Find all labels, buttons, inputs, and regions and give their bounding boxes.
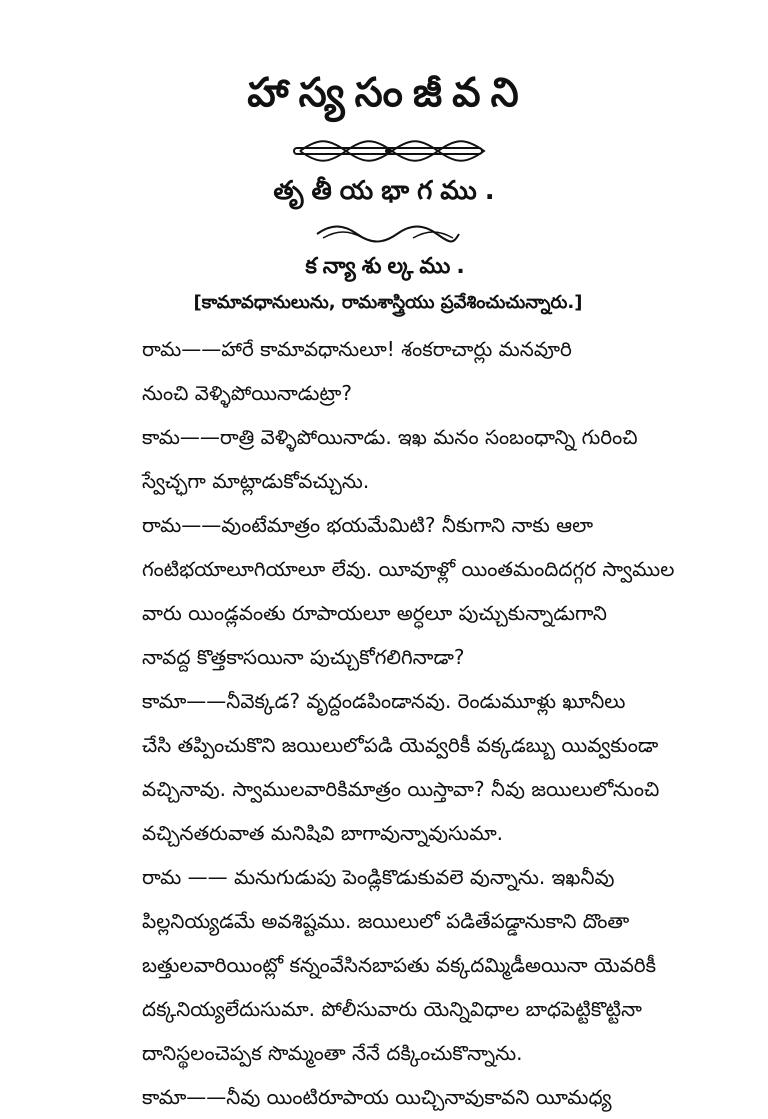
dialogue-line: గంటిభయాలూగియాలూ లేవు. యీవూళ్లో యింతమందిదగ్గర స్వాముల (142, 557, 675, 581)
section-heading: తృతీయభాగము. (273, 176, 503, 206)
dialogue-paragraph (78, 503, 698, 679)
dialogue-line: చేసి తప్పించుకొని జయిలులోపడి యెవ్వరికీ వక్కడబ్బు యివ్వకుండా (142, 733, 659, 757)
dialogue-paragraph (78, 679, 698, 855)
dialogue-paragraph (78, 1075, 698, 1119)
dialogue-line: నుంచి వెళ్ళిపోయినాడుట్రా? (142, 381, 352, 405)
dialogue-paragraph (78, 855, 698, 1075)
dialogue-line: దానిస్థలంచెప్పక సొమ్మంతా నేనే దక్కించుకొన్నాను. (142, 1041, 523, 1065)
dialogue-line: వచ్చినావు. స్వాములవారికిమాత్రం యిస్తావా? నీవు జయిలులోనుంచి (142, 777, 660, 801)
dialogue-line: దక్కనియ్యలేదుసుమా. పోలీసువారు యెన్నివిధాల బాధపెట్టికొట్టినా (142, 997, 642, 1021)
dialogue-line: స్వేచ్ఛగా మాట్లాడుకోవచ్చును. (142, 469, 370, 493)
dialogue-line: పిల్లనియ్యడమే అవశిష్టము. జయిలులో పడితేపడ్డానుకాని దొంతా (142, 909, 630, 933)
dialogue-body (78, 327, 698, 1119)
dialogue-line: కామా——నీవు యింటిరూపాయ యిచ్చినావుకావని యీమధ్య (142, 1085, 612, 1109)
dialogue-line: కామా——నీవెక్కడ? వృద్దండపిండానవు. రెండుమూళ్లు ఖూనీలు (142, 689, 626, 713)
dialogue-paragraph (78, 415, 698, 503)
leaf-divider-icon (78, 138, 698, 164)
subsection-title: కన్యాశుల్కము. (305, 254, 471, 279)
stage-direction: [కామావధానులును, రామశాస్త్రియు ప్రవేశించుచున్నారు.] (193, 292, 583, 313)
dialogue-line: వచ్చినతరువాత మనిషివి బాగావున్నావుసుమా. (142, 821, 504, 845)
dialogue-line: రామ —— మనుగుడుపు పెండ్లికొడుకువలె వున్నాను. ఇఖనీవు (142, 865, 615, 889)
dialogue-line: వారు యిండ్లవంతు రూపాయలూ అర్ధలూ పుచ్చుకున్నాడుగాని (142, 601, 607, 625)
dialogue-line: బత్తులవారియింట్లో కన్నంవేసినబాపతు వక్కదమ్మిడీఅయినా యెవరికీ (142, 953, 657, 977)
dialogue-line: నావద్ద కొత్తకాసయినా పుచ్చుకోగలిగినాడా? (142, 645, 465, 669)
dialogue-line: కామ——రాత్రి వెళ్ళిపోయినాడు. ఇఖ మనం సంబంధాన్ని గురించి (142, 425, 638, 449)
dialogue-line: రామ——హారే కామావధానులూ! శంకరాచార్లు మనవూరి (142, 337, 572, 361)
dialogue-paragraph (78, 327, 698, 415)
dialogue-line: రామ——వుంటేమాత్రం భయమేమిటి? నీకుగాని నాకు ఆలా (142, 513, 594, 537)
page-title: హాస్యసంజీవని (247, 70, 529, 116)
decorative-wave-icon (78, 218, 698, 244)
